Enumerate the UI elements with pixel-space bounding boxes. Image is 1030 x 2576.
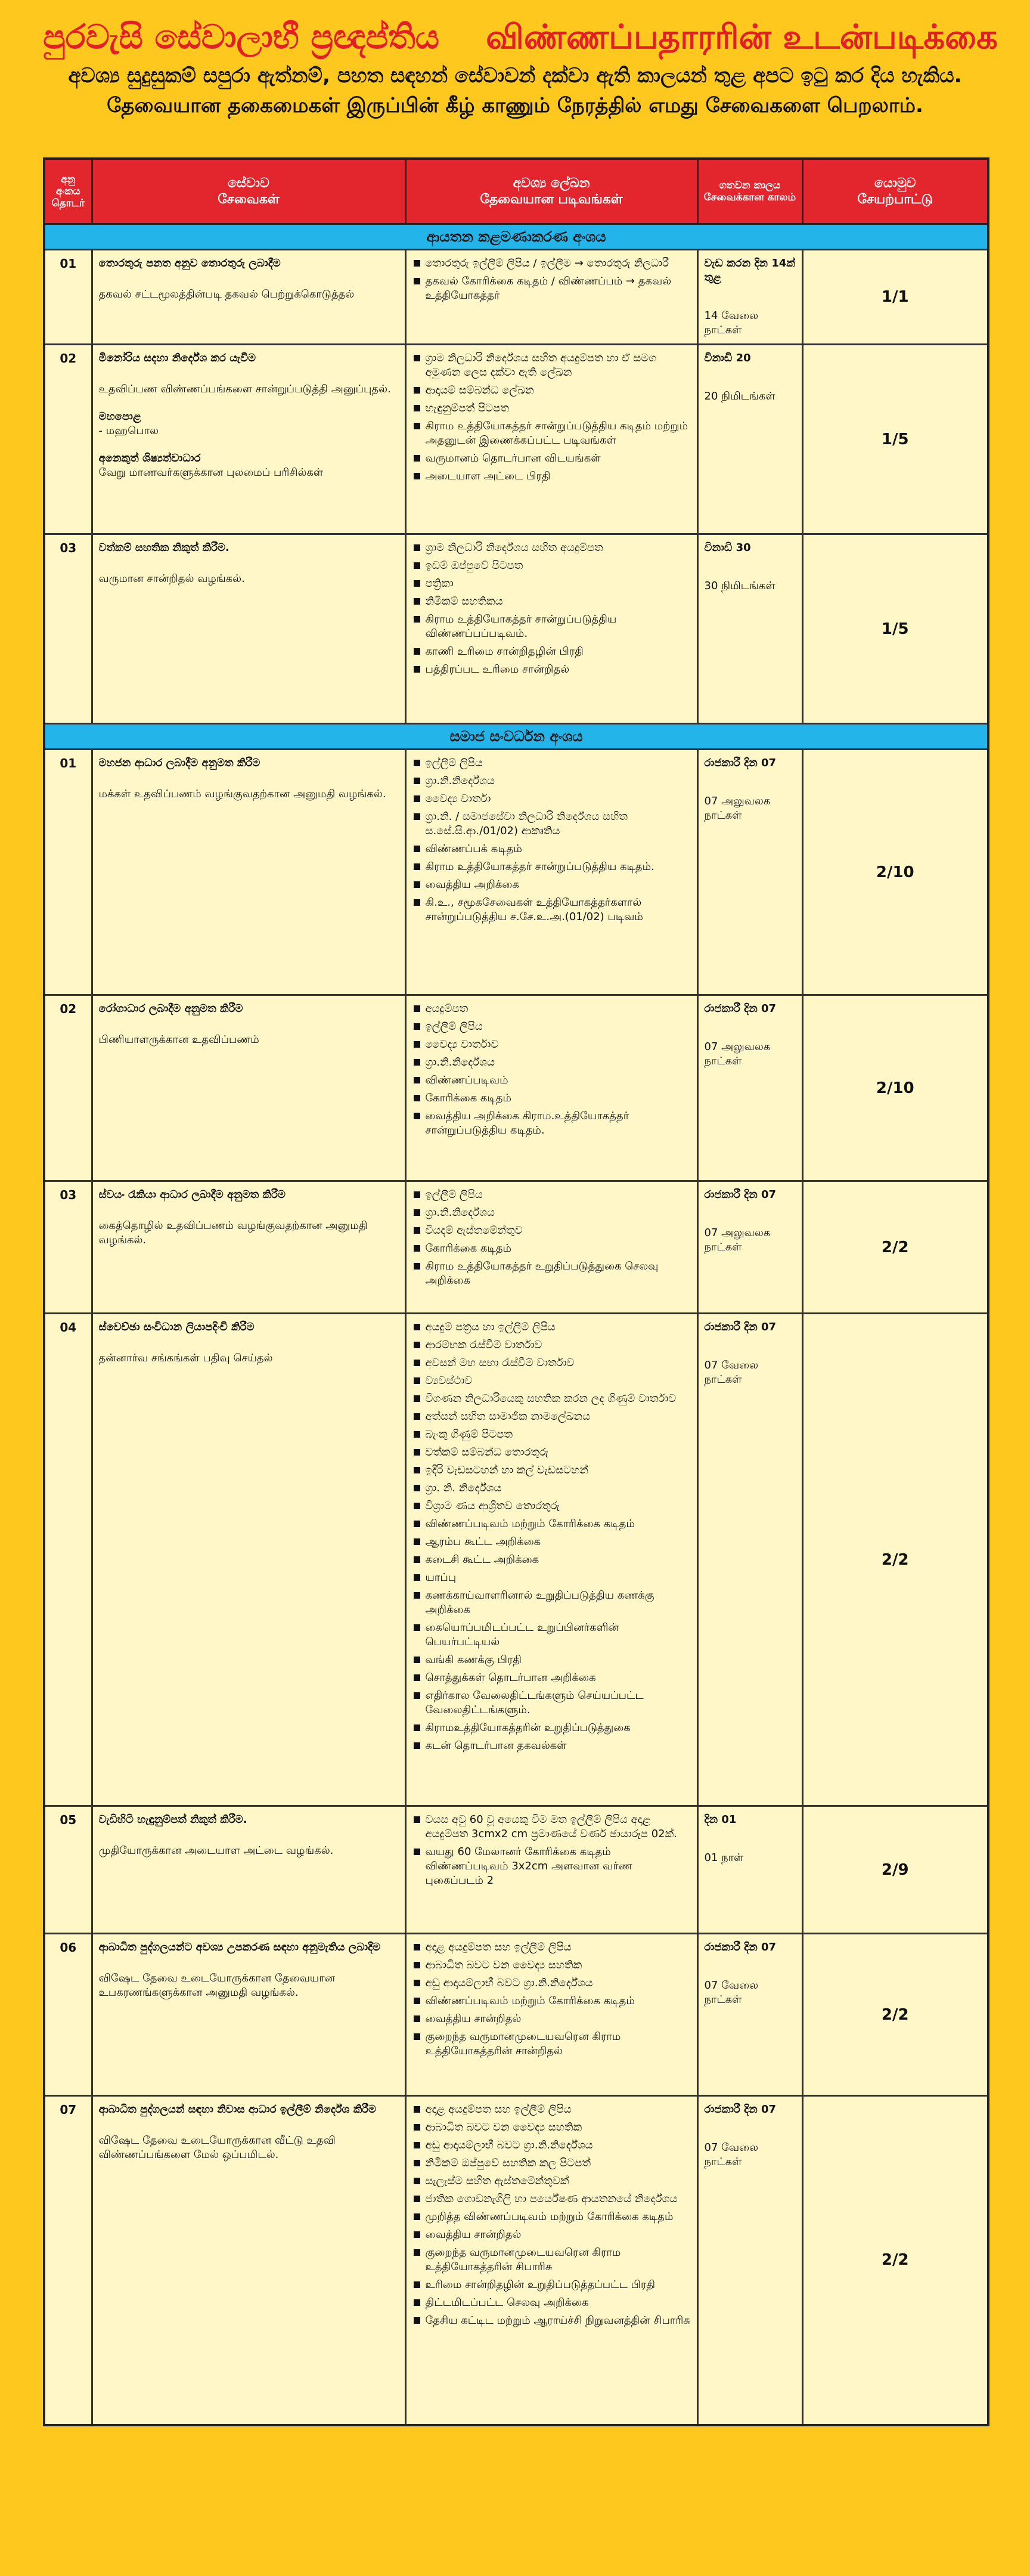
time-cell (697, 750, 802, 995)
document-item: காணி உரிமை சான்றிதழின் பிரதி (412, 645, 691, 659)
time-cell (697, 1181, 802, 1314)
time-cell (697, 250, 802, 345)
document-item: கிராம உத்தியோகத்தர் சான்றுப்படுத்திய விண்ணப்பப்படிவம். (412, 612, 691, 641)
document-item: සැලැස්ම සහිත ඇස්තමේන්තුවක් (412, 2174, 691, 2188)
document-item: ආබාධිත බවට වන වෛද්‍ය සහතික (412, 2120, 691, 2135)
service-sub-sinhala: අනෙකුත් ශිෂ්‍යත්වාධාර (98, 452, 201, 465)
service-cell (92, 250, 405, 345)
time-sinhala: රාජකාරී දින 07 (704, 1188, 777, 1201)
document-item: බැංකු ගිණුම් පිටපත (412, 1428, 691, 1442)
spacer (705, 2117, 796, 2141)
document-item: வைத்திய அறிக்கை கிராம.உத்தியோகத்தர் சான்றுப்படுத்திய கடிதம். (412, 1109, 691, 1138)
document-item: වත්කම් සම්බන්ධ තොරතුරු (412, 1445, 691, 1460)
document-item: ඉඩම් ඔප්පුවේ පිටපත (412, 559, 691, 573)
spacer (705, 1955, 796, 1979)
document-item: ඉල්ලීම් ලිපිය (412, 1188, 691, 1202)
table-row (44, 345, 988, 534)
row-number: 01 (44, 250, 92, 345)
service-cell (92, 1181, 405, 1314)
document-item: අඩු ආදායම්ලාභී බවට ග්‍රා.නි.නිර්දේශය (412, 1976, 691, 1990)
col-header-si: ගතවන කාලය (719, 179, 781, 191)
document-item: අත්සන් සහිත සාමාජික නාමලේඛනය (412, 1410, 691, 1424)
service-sub-sinhala: මහපොළ (98, 410, 141, 423)
col-header-service (92, 159, 405, 224)
document-item: වියදම් ඇස්තමේන්තුව (412, 1224, 691, 1238)
service-sub-tamil: - மஹபொல (98, 425, 159, 437)
time-tamil: 20 நிமிடங்கள் (704, 390, 775, 402)
ratio-value: 2/10 (802, 750, 988, 995)
time-tamil: 07 வேலை நாட்கள் (704, 1979, 759, 2006)
table-body (44, 224, 988, 2425)
document-item: හැඳුනුම්පත් පිටපත (412, 401, 691, 416)
time-tamil: 07 அலுவலக நாட்கள் (704, 795, 771, 822)
document-item: ග්‍රා.නි.නිර්දේශය (412, 1206, 691, 1220)
document-item: ஆரம்ப கூட்ட அறிக்கை (412, 1535, 691, 1549)
ratio-value: 1/1 (802, 250, 988, 345)
document-item: குறைந்த வருமானமுடையவரென கிராம உத்தியோகத்தரின் சான்றிதல் (412, 2030, 691, 2058)
documents-list (412, 541, 691, 677)
document-item: ව්‍යවස්ථාව (412, 1374, 691, 1388)
charter-header (43, 0, 998, 157)
spacer (99, 1335, 399, 1351)
spacer (99, 438, 399, 451)
service-cell (92, 1314, 405, 1806)
time-cell (697, 1934, 802, 2096)
spacer (99, 1202, 399, 1219)
spacer (99, 1827, 399, 1844)
row-number: 07 (44, 2096, 92, 2425)
section-header-row (44, 224, 988, 250)
spacer (99, 2117, 399, 2134)
service-sub-tamil: வேறு மாணவர்களுக்கான புலமைப் பரிசில்கள் (98, 466, 324, 479)
spacer (99, 555, 399, 572)
documents-list (412, 2103, 691, 2328)
documents-list (412, 1940, 691, 2058)
document-item: விண்ணப்படிவம் மற்றும் கோரிக்கை கடிதம் (412, 1994, 691, 2008)
time-sinhala: රාජකාරී දින 07 (704, 1321, 777, 1333)
table-row (44, 750, 988, 995)
document-item: எதிர்கால வேலைதிட்டங்களும் செய்யப்பட்ட வேலைதிட்டங்களும். (412, 1689, 691, 1717)
documents-list (412, 351, 691, 484)
spacer (705, 1335, 796, 1358)
service-cell (92, 2096, 405, 2425)
service-name-sinhala: මිනෝරිය සදහා නිර්දේශ කර යැවීම (98, 352, 256, 364)
document-item: වයස අවු 60 වූ අයෙකු විම මත ඉල්ලීම් ලිපිය අදාළ අයදුම්පත 3cmx2 cm ප්‍රමාණයේ වර්ණ ඡායාරූප 02ක්. (412, 1813, 691, 1841)
documents-cell (405, 534, 697, 724)
document-item: ග්‍රාම නිලධාරි නිර්දේශය සහිත අයදුම්පත (412, 541, 691, 555)
service-name-tamil: மக்கள் உதவிப்பணம் வழங்குவதற்கான அனுமதி வழங்கல். (98, 788, 386, 800)
document-item: வைத்திய சான்றிதல் (412, 2228, 691, 2242)
service-name-sinhala: වත්කම් සහතික නිකුත් කිරීම. (98, 541, 229, 554)
document-item: விண்ணப்படிவம் மற்றும் கோரிக்கை கடிதம் (412, 1517, 691, 1531)
document-item: கடன் தொடர்பான தகவல்கள் (412, 1739, 691, 1753)
service-name-sinhala: වැඩිහිටි හැඳුනුම්පත් නිකුත් කිරීම. (98, 1813, 247, 1826)
documents-cell (405, 995, 697, 1181)
service-name-tamil: உதவிப்பண விண்ணப்பங்களை சான்றுப்படுத்தி அனுப்புதல். (98, 383, 391, 395)
document-item: ග්‍රා. නි. නිර්දේශය (412, 1481, 691, 1496)
documents-cell (405, 1934, 697, 2096)
time-sinhala: රාජකාරී දින 07 (704, 1002, 777, 1015)
service-name-sinhala: ස්වෙච්ඡා සංවිධාන ලියාපදිංචි කිරීම (98, 1321, 255, 1333)
service-name-tamil: விஷேட தேவை உடையோருக்கான வீட்டு உதவி விண்ணப்பங்களை மேல் ஒப்பமிடல். (98, 2134, 336, 2161)
document-item: ජාතික ගොඩනැගිලි හා පර්යේෂණ ආයතනයේ නිර්දේශය (412, 2192, 691, 2206)
document-item: නිමිකම් සහතිකය (412, 595, 691, 609)
document-item: முறித்த விண்ணப்படிவம் மற்றும் கோரிக்கை கடிதம் (412, 2210, 691, 2224)
row-number: 01 (44, 750, 92, 995)
spacer (705, 555, 796, 579)
services-table (43, 157, 989, 2426)
document-item: අදාළ අයදුම්පත සහ ඉල්ලීම් ලිපිය (412, 2103, 691, 2117)
document-item: ග්‍රා.නි.නිර්දේශය (412, 1055, 691, 1070)
time-sinhala: වැඩ කරන දින 14ක් තුළ (704, 257, 795, 284)
spacer (99, 397, 399, 410)
documents-cell (405, 250, 697, 345)
service-name-tamil: கைத்தொழில் உதவிப்பணம் வழங்குவதற்கான அனுமதி வழங்கல். (98, 1219, 368, 1246)
col-header-ta: சேவைக்கான காலம் (703, 191, 796, 203)
document-item: வைத்திய சான்றிதல் (412, 2012, 691, 2026)
spacer (705, 1016, 796, 1040)
document-item: கிராம உத்தியோகத்தர் சான்றுப்படுத்திய கடிதம் மற்றும் அதனுடன் இணைக்கப்பட்ட படிவங்கள் (412, 419, 691, 448)
document-item: තොරතුරු ඉල්ලීම් ලිපිය / ඉල්ලීම → තොරතුරු නිලධාරී (412, 256, 691, 271)
time-sinhala: දින 01 (704, 1813, 737, 1826)
spacer (99, 271, 399, 287)
documents-list (412, 1188, 691, 1288)
service-name-tamil: தன்னார்வ சங்கங்கள் பதிவு செய்தல் (98, 1352, 273, 1364)
documents-cell (405, 750, 697, 995)
service-cell (92, 995, 405, 1181)
table-row (44, 2096, 988, 2425)
document-item: கடைசி கூட்ட அறிக்கை (412, 1553, 691, 1567)
table-row (44, 534, 988, 724)
document-item: ඉදිරි වැඩසටහන් හා කල් වැඩසටහන් (412, 1463, 691, 1478)
document-item: கோரிக்கை கடிதம் (412, 1241, 691, 1256)
time-tamil: 14 வேலை நாட்கள் (704, 309, 759, 336)
col-header-si: අවශ්‍ය ලේඛන (513, 176, 590, 191)
document-item: விண்ணப்பக் கடிதம் (412, 842, 691, 856)
document-item: අයදුම් පත්‍රය හා ඉල්ලීම් ලිපිය (412, 1320, 691, 1335)
document-item: අදාළ අයදුම්පත සහ ඉල්ලීම් ලිපිය (412, 1940, 691, 1955)
document-item: பத்திரப்பட உரிமை சான்றிதல் (412, 662, 691, 677)
document-item: தகவல் கோரிக்கை கடிதம் / விண்ணப்பம் → தகவல் உத்தியோகத்தர் (412, 274, 691, 303)
document-item: உரிமை சான்றிதழின் உறுதிப்படுத்தப்பட்ட பிரதி (412, 2278, 691, 2292)
document-item: අයදුම්පත (412, 1002, 691, 1016)
title-tamil: விண்ணப்பதாரரின் உடன்படிக்கை (486, 18, 998, 57)
table-row (44, 1806, 988, 1934)
document-item: ග්‍රා.නි. / සමාජසේවා නිලධාරි නිර්දේශය සහිත ස.සේ.සි.ආ./01/02) ආකෘතිය (412, 810, 691, 838)
col-header-number (44, 159, 92, 224)
document-item: வருமானம் தொடர்பான விடயங்கள் (412, 451, 691, 466)
table-row (44, 1934, 988, 2096)
service-name-sinhala: රෝගාධාර ලබාදීම අනුමත කිරීම (98, 1002, 243, 1015)
document-item: சொத்துக்கள் தொடர்பான அறிக்கை (412, 1671, 691, 1685)
time-cell (697, 2096, 802, 2425)
service-name-tamil: தகவல் சட்டமூலத்தின்படி தகவல் பெற்றுக்கொடுத்தல் (98, 288, 355, 301)
col-header-si: යොමුව (874, 176, 916, 191)
document-item: ආරම්භක රැස්වීම් වාර්තාව (412, 1338, 691, 1352)
documents-list (412, 1320, 691, 1753)
document-item: அடையாள அட்டை பிரதி (412, 469, 691, 484)
documents-cell (405, 1314, 697, 1806)
document-item: வைத்திய அறிக்கை (412, 878, 691, 892)
row-number: 06 (44, 1934, 92, 2096)
col-header-ta: தொடர் (51, 197, 85, 209)
service-name-tamil: வருமான சான்றிதல் வழங்கல். (98, 572, 245, 585)
col-header-ratio (802, 159, 988, 224)
table-row (44, 1181, 988, 1314)
spacer (705, 1202, 796, 1226)
time-tamil: 01 நாள் (704, 1852, 744, 1864)
service-name-sinhala: ආබාධිත පුද්ගලයන් සඳහා නිවාස ආධාර ඉල්ලීම් නිර්දේශ කිරීම (98, 2103, 377, 2116)
service-name-sinhala: තොරතුරු පනත අනුව තොරතුරු ලබාදීම (98, 257, 281, 270)
col-header-ta: சேயற்பாட்டு (857, 192, 933, 207)
ratio-value: 1/5 (802, 534, 988, 724)
document-item: வயது 60 மேலானர் கோரிக்கை கடிதம் விண்ணப்படிவம் 3x2cm அளவான வர்ண புகைப்படம் 2 (412, 1845, 691, 1888)
document-item: திட்டமிடப்பட்ட செலவு அறிக்கை (412, 2296, 691, 2310)
document-item: கிராம உத்தியோகத்தர் உறுதிப்படுத்துகை செலவு அறிக்கை (412, 1259, 691, 1288)
spacer (99, 366, 399, 382)
spacer (99, 770, 399, 787)
ratio-value: 1/5 (802, 345, 988, 534)
document-item: கணக்காய்வாளரினால் உறுதிப்படுத்திய கணக்கு அறிக்கை (412, 1589, 691, 1617)
document-item: விண்ணப்படிவம் (412, 1073, 691, 1088)
document-item: අඩු ආදායම්ලාභී බවට ග්‍රා.නි.නිර්දේශය (412, 2138, 691, 2153)
time-cell (697, 1806, 802, 1934)
document-item: ආදායම් සම්බන්ධ ලේඛන (412, 383, 691, 398)
time-sinhala: රාජකාරී දින 07 (704, 1941, 777, 1953)
document-item: கையொப்பமிடப்பட்ட உறுப்பினர்களின் பெயர்பட்டியல் (412, 1621, 691, 1649)
time-cell (697, 534, 802, 724)
col-header-si: සේවාව (228, 176, 269, 191)
row-number: 04 (44, 1314, 92, 1806)
time-tamil: 07 அலுவலக நாட்கள் (704, 1041, 771, 1067)
table-row (44, 250, 988, 345)
service-name-sinhala: ආබාධිත පුද්ගලයන්ට අවශ්‍ය උපකරණ සඳහා අනුමැතිය ලබාදීම (98, 1941, 381, 1953)
document-item: ආබාධිත බවට වන වෛද්‍ය සහතික (412, 1958, 691, 1973)
documents-cell (405, 345, 697, 534)
document-item: ඉල්ලීම් ලිපිය (412, 1020, 691, 1034)
spacer (705, 285, 796, 309)
spacer (705, 1827, 796, 1851)
ratio-value: 2/2 (802, 1934, 988, 2096)
service-cell (92, 750, 405, 995)
document-item: கிராம உத்தியோகத்தர் சான்றுப்படுத்திய கடிதம். (412, 860, 691, 874)
col-header-ta: சேவைகள் (218, 192, 280, 207)
service-name-tamil: முதியோருக்கான அடையாள அட்டை வழங்கல். (98, 1844, 334, 1857)
service-name-tamil: பிணியாளருக்கான உதவிப்பணம் (98, 1033, 259, 1046)
documents-cell (405, 2096, 697, 2425)
table-row (44, 1314, 988, 1806)
document-item: වෛද්‍ය වාර්තාව (412, 1038, 691, 1052)
document-item: විශ්‍රාම ණය ආශ්‍රිතව තොරතුරු (412, 1499, 691, 1513)
document-item: නිමිකම් ඔප්පුවේ සහතික කල පිටපත් (412, 2156, 691, 2171)
title-sinhala: පුරවැසි සේවාලාභී ප්‍රඥප්තිය (43, 18, 440, 57)
time-cell (697, 345, 802, 534)
document-item: ඉල්ලීම් ලිපිය (412, 756, 691, 770)
ratio-value: 2/10 (802, 995, 988, 1181)
documents-list (412, 1813, 691, 1888)
time-sinhala: රාජකාරී දින 07 (704, 2103, 777, 2116)
ratio-value: 2/2 (802, 2096, 988, 2425)
document-item: வங்கி கணக்கு பிரதி (412, 1653, 691, 1667)
spacer (705, 770, 796, 794)
documents-list (412, 1002, 691, 1138)
service-cell (92, 1806, 405, 1934)
documents-cell (405, 1181, 697, 1314)
time-sinhala: විනාඩි 20 (704, 352, 751, 364)
subtitle-tamil: தேவையான தகைமைகள் இருப்பின் கீழ் காணும் நேரத்தில் எமது சேவைகளை பெறலாம். (107, 94, 923, 117)
section-header-row (44, 724, 988, 750)
time-tamil: 07 அலுவலக நாட்கள் (704, 1227, 771, 1253)
document-item: கோரிக்கை கடிதம் (412, 1091, 691, 1106)
document-item: யாப்பு (412, 1571, 691, 1585)
time-sinhala: රාජකාරී දින 07 (704, 757, 777, 769)
col-header-time (697, 159, 802, 224)
service-name-tamil: விஷேட தேவை உடையோருக்கான தேவையான உபகரணங்களுக்கான அனுமதி வழங்கல். (98, 1972, 336, 1999)
row-number: 03 (44, 534, 92, 724)
document-item: පත්‍රිකා (412, 577, 691, 591)
ratio-value: 2/2 (802, 1181, 988, 1314)
col-header-documents (405, 159, 697, 224)
ratio-value: 2/2 (802, 1314, 988, 1806)
ratio-value: 2/9 (802, 1806, 988, 1934)
spacer (99, 1955, 399, 1971)
documents-cell (405, 1806, 697, 1934)
service-cell (92, 1934, 405, 2096)
table-row (44, 995, 988, 1181)
documents-list (412, 256, 691, 303)
col-header-ta: தேவையான படிவங்கள் (480, 192, 623, 207)
table-header-row (44, 159, 988, 224)
row-number: 02 (44, 345, 92, 534)
row-number: 02 (44, 995, 92, 1181)
time-tamil: 07 வேலை நாட்கள் (704, 1359, 759, 1386)
document-item: தேசிய கட்டிட மற்றும் ஆராய்ச்சி நிறுவனத்தின் சிபாரிசு (412, 2314, 691, 2328)
col-header-si: අනු අංකය (55, 174, 80, 197)
document-item: கிராமஉத்தியோகத்தரின் உறுதிப்படுத்துகை (412, 1721, 691, 1735)
row-number: 03 (44, 1181, 92, 1314)
document-item: අවසන් මහ සභා රැස්වීම් වාර්තාව (412, 1356, 691, 1370)
document-item: ග්‍රාම නිලධාරි නිර්දේශය සහිත අයදුම්පත හා ඒ සමග අමුණන ලෙස දක්වා ඇති ලේඛන (412, 351, 691, 380)
spacer (99, 1016, 399, 1033)
document-item: විගණන නිලධාරියෙකු සහතික කරන ලද ගිණුම් වාර්තාව (412, 1392, 691, 1406)
time-tamil: 30 நிமிடங்கள் (704, 580, 775, 592)
time-sinhala: විනාඩි 30 (704, 541, 751, 554)
service-cell (92, 534, 405, 724)
document-item: ග්‍රා.නි.නිර්දේශය (412, 774, 691, 788)
document-item: கி.உ., சமூகசேவைகள் உத்தியோகத்தர்களால் சான்றுப்படுத்திய ச.சே.உ.அ.(01/02) படிவம் (412, 896, 691, 924)
section-title: සමාජ සංවර්ධන අංශය (44, 724, 988, 750)
row-number: 05 (44, 1806, 92, 1934)
service-name-sinhala: ස්වයං රැකියා ආධාර ලබාදීම අනුමත කිරීම (98, 1188, 286, 1201)
service-name-sinhala: මහජන ආධාර ලබාදීම අනුමත කිරීම (98, 757, 260, 769)
subtitle-sinhala: අවශ්‍ය සුදුසුකම් සපුරා ඇත්නම්, පහත සඳහන් සේවාවන් දක්වා ඇති කාලයන් තුළ අපට ඉටු කර දිය හැකිය. (68, 64, 962, 88)
section-title: ආයතන කළමණාකරණ අංශය (44, 224, 988, 250)
time-cell (697, 1314, 802, 1806)
charter-title (43, 0, 998, 61)
spacer (705, 366, 796, 389)
document-item: குறைந்த வருமானமுடையவரென கிராம உத்தியோகத்தரின் சிபாரிசு (412, 2246, 691, 2274)
time-tamil: 07 வேலை நாட்கள் (704, 2141, 759, 2168)
document-item: වෛද්‍ය වාර්තා (412, 792, 691, 806)
service-cell (92, 345, 405, 534)
time-cell (697, 995, 802, 1181)
documents-list (412, 756, 691, 924)
